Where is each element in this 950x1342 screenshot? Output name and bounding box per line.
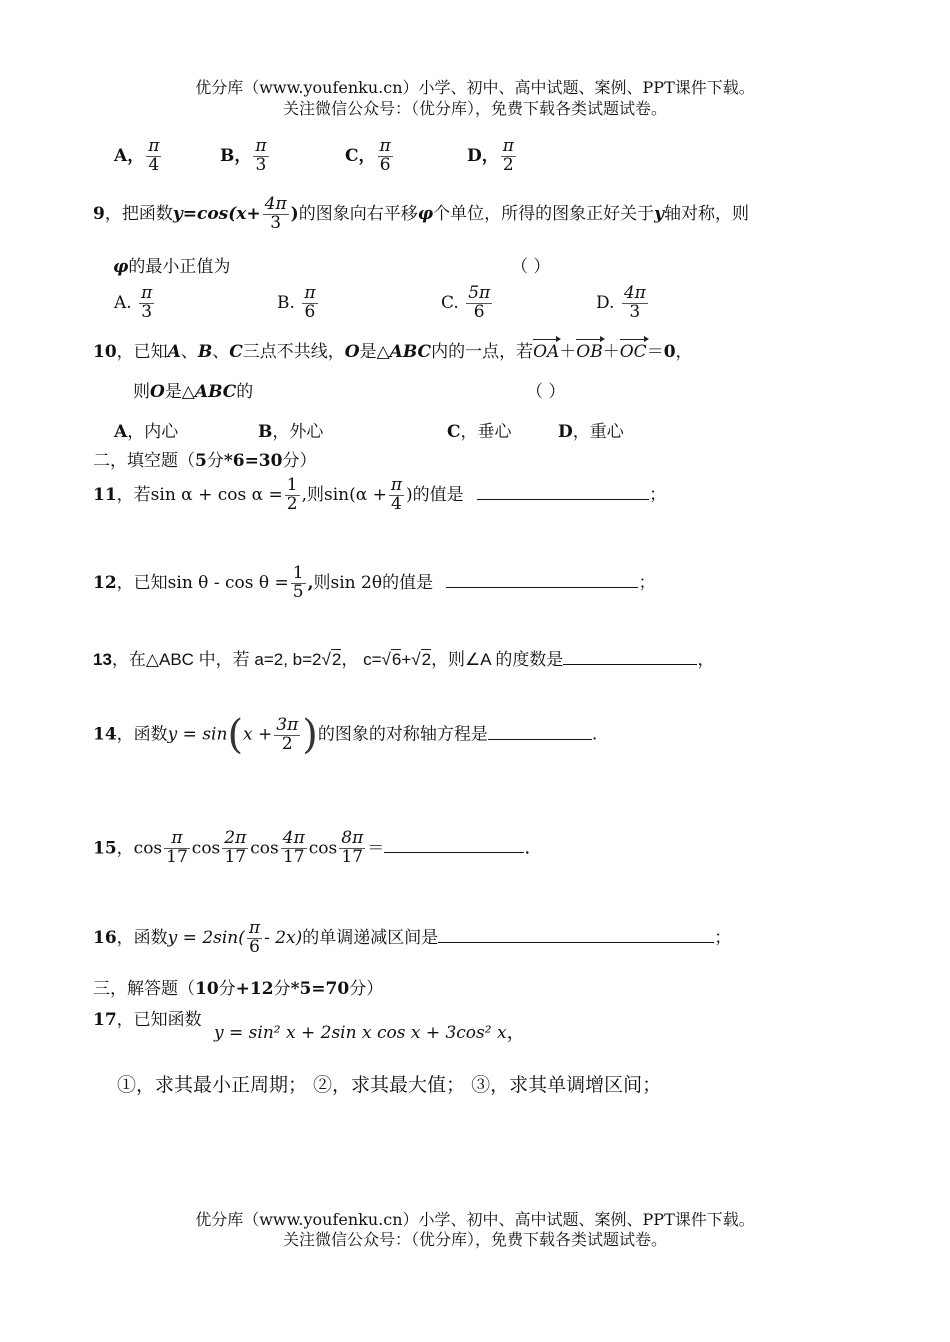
q10-text: ，已知 <box>116 342 168 362</box>
q10-text: 是△ <box>359 342 390 362</box>
footer-line-2: 关注微信公众号：（优分库），免费下载各类试题试卷。 <box>282 1230 667 1249</box>
punct: . <box>524 836 531 859</box>
q10-option-c[interactable] <box>447 417 512 442</box>
option-label: A. <box>114 292 132 313</box>
answer-blank[interactable] <box>384 836 524 853</box>
point-a: A <box>167 342 181 362</box>
punct: ， <box>116 838 134 859</box>
cos-fn: cos <box>250 838 279 859</box>
frac-num: 5π <box>468 283 491 303</box>
point-b: B <box>197 342 213 362</box>
sqrt-icon: √ <box>411 650 421 669</box>
equals-sign: ＝ <box>646 342 664 362</box>
section-text: 二，填空题（ <box>93 451 195 471</box>
q14-expr: y = sin <box>167 724 228 745</box>
question-number: 12 <box>93 572 117 593</box>
frac-num: 4π <box>623 283 646 303</box>
option-text: ，内心 <box>127 422 179 442</box>
frac-den: 6 <box>249 936 260 957</box>
frac-num: 1 <box>292 563 304 583</box>
point-c: C <box>229 342 243 362</box>
option-label: A， <box>114 145 145 166</box>
radicand: 6 <box>391 650 402 669</box>
q12-text: 则 <box>313 572 331 593</box>
q10-stem <box>93 337 693 362</box>
option-label: D. <box>596 292 615 313</box>
q9-option-c[interactable] <box>441 285 494 322</box>
answer-blank[interactable] <box>488 723 592 740</box>
frac-den: 6 <box>473 301 485 322</box>
question-number: 10 <box>93 342 117 362</box>
frac-den: 3 <box>255 154 267 175</box>
cos-fn: cos <box>308 838 338 859</box>
punct: ， <box>697 650 715 669</box>
footer-line-1: 优分库（www.youfenku.cn）小学、初中、高中试题、案例、PPT课件下载。 <box>195 1210 755 1229</box>
plus-sign: + <box>401 650 412 669</box>
answer-blank[interactable] <box>563 648 697 665</box>
frac-den: 6 <box>304 301 316 322</box>
q13-text: ，在△ABC 中，若 a=2, b=2 <box>111 650 322 669</box>
phi-symbol: φ <box>113 257 129 277</box>
section-text: 10 <box>195 979 219 999</box>
option-text: ，垂心 <box>460 422 512 442</box>
q11-expr: ,则sin(α + <box>301 484 387 505</box>
answer-blank[interactable] <box>477 483 649 500</box>
question-number: 16 <box>93 927 117 948</box>
answer-blank[interactable] <box>438 926 714 943</box>
y-symbol: y <box>654 203 664 224</box>
frac-den: 2 <box>502 154 514 175</box>
question-number: 9 <box>93 203 105 224</box>
q9-func: y=cos(x+ <box>172 203 261 224</box>
q8-option-b[interactable] <box>220 138 271 175</box>
plus-sign: ＋ <box>559 342 577 362</box>
question-number: 15 <box>93 838 117 859</box>
q10-text: 是△ <box>164 382 195 402</box>
option-text: ，外心 <box>272 422 324 442</box>
q16-stem <box>93 920 731 957</box>
comma: ， <box>675 342 693 362</box>
section-title-fill-in <box>93 446 316 471</box>
option-label: D， <box>467 145 499 166</box>
frac-den: 3 <box>141 301 153 322</box>
section-text: *5=70 <box>290 979 350 999</box>
frac-den: 17 <box>166 846 188 867</box>
q11-text: 的值是 <box>412 484 464 505</box>
q9-text: ，把函数 <box>104 203 173 224</box>
frac-num: π <box>304 283 316 303</box>
q14-expr: x + <box>243 724 273 745</box>
q10-text: 三点不共线， <box>242 342 345 362</box>
separator: 、 <box>212 342 230 362</box>
point-o: O <box>150 382 165 402</box>
q13-stem <box>93 645 714 670</box>
frac-den: 4 <box>391 493 402 514</box>
q9-text: 个单位，所得的图象正好关于 <box>433 203 655 224</box>
q17-subquestions: ①，求其最小正周期； ②，求其最大值； ③，求其单调增区间； <box>117 1074 662 1096</box>
right-paren-icon: ) <box>302 712 318 758</box>
answer-paren: （ ） <box>511 257 551 277</box>
triangle-abc: ABC <box>194 382 237 402</box>
q14-stem <box>93 712 597 758</box>
frac-num: 2π <box>224 828 247 848</box>
q10-text: 则 <box>133 382 150 402</box>
option-label: C <box>447 422 461 442</box>
q13-text: ，则∠A 的度数是 <box>431 650 564 669</box>
option-label: C. <box>441 292 459 313</box>
section-text: 分 <box>218 979 236 999</box>
q12-stem <box>93 565 655 602</box>
q11-expr: sin α + cos α = <box>150 484 283 505</box>
option-label: B， <box>220 145 252 166</box>
frac-num: 1 <box>286 475 298 495</box>
q9-option-d[interactable] <box>596 285 650 322</box>
section-text: 分） <box>349 979 384 999</box>
punct: ； <box>638 572 656 593</box>
triangle-abc: ABC <box>389 342 432 362</box>
q9-text: 的最小正值为 <box>128 257 231 277</box>
option-label: A <box>114 422 128 442</box>
q11-text: ，若 <box>116 484 151 505</box>
option-label: B. <box>277 292 295 313</box>
frac-den: 4 <box>148 154 160 175</box>
section-title-answer <box>93 974 383 999</box>
frac-num: π <box>248 918 261 938</box>
frac-num: 3π <box>276 714 299 735</box>
section-text: *6=30 <box>223 451 283 471</box>
frac-den: 2 <box>286 493 298 514</box>
frac-den: 3 <box>629 301 641 322</box>
q9-func-close: ) <box>290 203 299 224</box>
q16-text: 的单调递减区间是 <box>302 927 439 948</box>
q16-text: ，函数 <box>116 927 168 948</box>
question-number: 14 <box>93 724 117 745</box>
left-paren-icon: ( <box>227 712 244 758</box>
q17-stem <box>93 1005 202 1030</box>
frac-den: 5 <box>292 581 304 602</box>
frac-num: π <box>502 136 514 156</box>
q9-option-a[interactable] <box>114 285 156 322</box>
answer-paren: （ ） <box>526 382 566 402</box>
frac-den: 3 <box>270 212 282 233</box>
q16-expr: y = 2sin( <box>167 927 245 948</box>
frac-num: π <box>148 136 160 156</box>
q14-text: ，函数 <box>116 724 168 745</box>
sqrt-icon: √ <box>381 650 391 669</box>
zero-vector: 0 <box>663 342 676 362</box>
section-text: 分 <box>273 979 291 999</box>
section-text: 分） <box>282 451 317 471</box>
cos-fn: cos <box>133 838 163 859</box>
radicand: 2 <box>421 650 432 669</box>
vector-oa: OA <box>533 342 560 362</box>
q10-text: 内的一点，若 <box>431 342 534 362</box>
option-label: D <box>558 422 573 442</box>
q11-stem <box>93 477 666 514</box>
q9-text: 的图象向右平移 <box>298 203 418 224</box>
q10-stem-line2 <box>133 377 253 402</box>
q12-expr: , <box>307 572 314 593</box>
sqrt-icon: √ <box>321 650 331 669</box>
frac-den: 2 <box>281 733 293 754</box>
q12-text: 的值是 <box>382 572 434 593</box>
frac-num: π <box>390 475 403 495</box>
header-line-1: 优分库（www.youfenku.cn）小学、初中、高中试题、案例、PPT课件下载。 <box>195 78 755 97</box>
q11-expr: ) <box>406 484 413 505</box>
q9-stem-line2 <box>113 252 230 277</box>
separator: 、 <box>180 342 198 362</box>
punct: . <box>591 724 598 745</box>
option-label: C， <box>345 145 376 166</box>
frac-num: π <box>379 136 391 156</box>
q8-option-d[interactable] <box>467 138 518 175</box>
punct: ； <box>714 927 732 948</box>
q17-expr <box>214 1017 526 1044</box>
equals-sign: ＝ <box>367 838 385 859</box>
q12-expr: sin θ - cos θ = <box>167 572 289 593</box>
frac-num: π <box>141 283 153 303</box>
q12-expr: sin 2θ <box>330 572 383 593</box>
section-text: 三，解答题（ <box>93 979 195 999</box>
frac-num: 4π <box>282 828 305 848</box>
answer-blank[interactable] <box>446 571 638 588</box>
option-text: ，重心 <box>572 422 624 442</box>
question-number: 13 <box>93 650 112 669</box>
q15-stem <box>93 830 530 867</box>
q17-text: ，已知函数 <box>116 1010 202 1030</box>
q10-option-d[interactable] <box>558 417 624 442</box>
phi-symbol: φ <box>417 203 434 224</box>
plus-sign: ＋ <box>602 342 620 362</box>
question-number: 11 <box>93 484 117 505</box>
punct: ； <box>649 484 667 505</box>
frac-num: 8π <box>341 828 364 848</box>
frac-den: 17 <box>341 846 364 867</box>
q9-text: 轴对称，则 <box>663 203 749 224</box>
q12-text: ，已知 <box>116 572 168 593</box>
option-label: B <box>258 422 273 442</box>
frac-num: π <box>255 136 267 156</box>
frac-den: 17 <box>224 846 247 867</box>
radicand: 2 <box>331 650 342 669</box>
q9-stem <box>93 196 749 233</box>
frac-den: 17 <box>282 846 305 867</box>
section-text: 5 <box>195 451 207 471</box>
q16-expr: - 2x) <box>264 927 303 948</box>
q13-text: ， c= <box>341 650 382 669</box>
vector-oc: OC <box>619 342 647 362</box>
frac-num: π <box>164 830 190 849</box>
frac-den: 6 <box>379 154 391 175</box>
q17-function: y = sin² x + 2sin x cos x + 3cos² x <box>214 1023 507 1043</box>
q14-text: 的图象的对称轴方程是 <box>317 724 488 745</box>
q9-option-b[interactable] <box>277 285 320 322</box>
cos-fn: cos <box>191 838 221 859</box>
q10-option-a[interactable] <box>114 417 178 442</box>
point-o: O <box>344 342 360 362</box>
q8-option-c[interactable] <box>345 138 395 175</box>
q10-option-b[interactable] <box>258 417 323 442</box>
question-number: 17 <box>93 1010 117 1030</box>
section-text: +12 <box>235 979 274 999</box>
q10-text: 的 <box>236 382 254 402</box>
header-line-2: 关注微信公众号：（优分库），免费下载各类试题试卷。 <box>282 99 667 118</box>
vector-ob: OB <box>576 342 603 362</box>
punct: ， <box>506 1021 526 1043</box>
q8-option-a[interactable] <box>114 138 163 175</box>
section-text: 分 <box>206 451 224 471</box>
frac-num: 4π <box>264 194 287 214</box>
